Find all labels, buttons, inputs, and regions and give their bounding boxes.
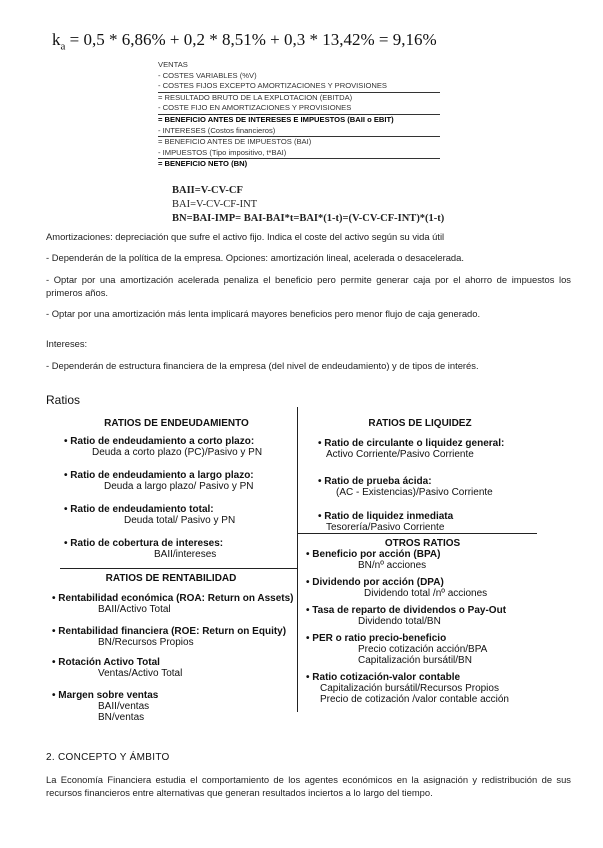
ratio-name: • Ratio de endeudamiento a largo plazo: bbox=[64, 470, 254, 481]
income-line: = RESULTADO BRUTO DE LA EXPLOTACION (EBITDA) bbox=[158, 92, 353, 102]
ratio-name: • Margen sobre ventas bbox=[52, 690, 159, 701]
ratio-formula: BN/Recursos Propios bbox=[98, 637, 194, 648]
ratio-formula: Tesorería/Pasivo Corriente bbox=[326, 522, 445, 533]
cost-formula bbox=[52, 30, 437, 52]
ratios-title: Ratios bbox=[46, 393, 81, 407]
bai-line: BN=BAI-IMP= BAI-BAI*t=BAI*(1-t)=(V-CV-CF-INT)*(1-t) bbox=[172, 213, 445, 224]
ratio-formula: Deuda total/ Pasivo y PN bbox=[124, 515, 236, 526]
para-4: - Dependerán de estructura financiera de la empresa (del nivel de endeudamiento) y de tipos de interés. bbox=[46, 360, 479, 371]
ratios-right-divider bbox=[297, 533, 537, 534]
ratio-formula: Dividendo total/BN bbox=[358, 616, 441, 627]
section-2-text: La Economía Financiera estudia el comportamiento de los agentes económicos en la asignación y redistribución de sus recursos financieros entre alternativas que generan resultados inciertos a lo largo del tiempo. bbox=[46, 774, 571, 798]
ratio-name: • PER o ratio precio-beneficio bbox=[306, 633, 447, 644]
ratios-vertical-divider bbox=[297, 407, 298, 712]
para-intereses: Intereses: bbox=[46, 338, 88, 349]
income-statement bbox=[158, 60, 440, 170]
ratios-liquidez bbox=[300, 418, 540, 533]
income-line: VENTAS bbox=[158, 60, 188, 69]
ratio-name: • Rentabilidad financiera (ROE: Return on Equity) bbox=[52, 626, 287, 637]
ratio-formula: Precio cotización acción/BPA bbox=[358, 644, 488, 655]
income-line: = BENEFICIO ANTES DE INTERESES E IMPUESTOS (BAII o EBIT) bbox=[158, 114, 394, 124]
ratio-formula: Activo Corriente/Pasivo Corriente bbox=[326, 449, 474, 460]
ratio-name: • Rentabilidad económica (ROA: Return on Assets) bbox=[52, 593, 294, 604]
ratio-formula: Precio de cotización /valor contable acción bbox=[320, 694, 509, 705]
ratios-left-divider bbox=[60, 568, 297, 569]
income-line: - COSTES FIJOS EXCEPTO AMORTIZACIONES Y PROVISIONES bbox=[158, 81, 440, 93]
liquidez-title: RATIOS DE LIQUIDEZ bbox=[368, 418, 472, 429]
ratio-name: • Ratio de prueba ácida: bbox=[318, 476, 432, 487]
section-2-title: 2. CONCEPTO Y ÁMBITO bbox=[46, 752, 170, 763]
income-line: = BENEFICIO ANTES DE IMPUESTOS (BAI) bbox=[158, 137, 312, 147]
para-1: - Dependerán de la política de la empresa. Opciones: amortización lineal, acelerada o desacelerada. bbox=[46, 252, 464, 263]
income-line: - INTERESES (Costos financieros) bbox=[158, 126, 440, 138]
ratio-name: • Ratio cotización-valor contable bbox=[306, 672, 461, 683]
para-3: - Optar por una amortización más lenta implicará mayores beneficios pero menor flujo de caja generado. bbox=[46, 308, 481, 319]
income-line: = BENEFICIO NETO (BN) bbox=[158, 159, 248, 169]
ratio-name: • Ratio de endeudamiento a corto plazo: bbox=[64, 436, 255, 447]
ratio-formula: BAII/Activo Total bbox=[98, 604, 171, 615]
ratio-formula: BAII/intereses bbox=[154, 549, 217, 560]
bai-line: BAI=V-CV-CF-INT bbox=[172, 199, 258, 210]
ratio-name: • Ratio de liquidez inmediata bbox=[318, 511, 454, 522]
ratio-formula: Ventas/Activo Total bbox=[98, 668, 183, 679]
ratio-formula: BAII/ventas bbox=[98, 701, 150, 712]
ratio-name: • Tasa de reparto de dividendos o Pay-Out bbox=[306, 605, 507, 616]
ratio-name: • Ratio de cobertura de intereses: bbox=[64, 538, 224, 549]
endeudamiento-title: RATIOS DE ENDEUDAMIENTO bbox=[104, 418, 249, 429]
ratio-formula: Capitalización bursátil/BN bbox=[358, 655, 472, 666]
ratio-formula: (AC - Existencias)/Pasivo Corriente bbox=[336, 487, 493, 498]
para-2: - Optar por una amortización acelerada penaliza el beneficio pero permite generar caja por el ahorro de impuestos los primeros años. bbox=[46, 274, 571, 298]
formula-sub: a bbox=[60, 40, 66, 53]
ratios-rentabilidad bbox=[46, 573, 296, 723]
ratio-formula: Deuda a corto plazo (PC)/Pasivo y PN bbox=[92, 447, 263, 458]
ratios-otros bbox=[300, 538, 545, 705]
income-line: - COSTES VARIABLES (%V) bbox=[158, 70, 257, 80]
formula-rhs: = 0,5 * 6,86% + 0,2 * 8,51% + 0,3 * 13,42% = 9,16% bbox=[69, 30, 437, 49]
ratio-formula: Dividendo total /nº acciones bbox=[364, 588, 488, 599]
ratio-formula: BN/ventas bbox=[98, 712, 145, 723]
bai-formulas bbox=[172, 184, 444, 226]
income-line: - COSTE FIJO EN AMORTIZACIONES Y PROVISIONES bbox=[158, 103, 440, 115]
para-amortizaciones: Amortizaciones: depreciación que sufre el activo fijo. Indica el coste del activo según su vida útil bbox=[46, 231, 445, 242]
ratio-name: • Beneficio por acción (BPA) bbox=[306, 549, 441, 560]
income-line: - IMPUESTOS (Tipo impositivo, t*BAI) bbox=[158, 148, 440, 160]
ratio-name: • Dividendo por acción (DPA) bbox=[306, 577, 444, 588]
rentabilidad-title: RATIOS DE RENTABILIDAD bbox=[105, 573, 237, 584]
ratio-name: • Rotación Activo Total bbox=[52, 657, 160, 668]
otros-title: OTROS RATIOS bbox=[384, 538, 461, 549]
ratios-endeudamiento bbox=[58, 418, 295, 560]
ratio-name: • Ratio de endeudamiento total: bbox=[64, 504, 214, 515]
ratio-formula: Capitalización bursátil/Recursos Propios bbox=[320, 683, 499, 694]
formula-lhs: k bbox=[52, 30, 61, 49]
ratio-name: • Ratio de circulante o liquidez general: bbox=[318, 438, 505, 449]
ratio-formula: Deuda a largo plazo/ Pasivo y PN bbox=[104, 481, 254, 492]
bai-line: BAII=V-CV-CF bbox=[172, 185, 243, 196]
ratio-formula: BN/nº acciones bbox=[358, 560, 427, 571]
